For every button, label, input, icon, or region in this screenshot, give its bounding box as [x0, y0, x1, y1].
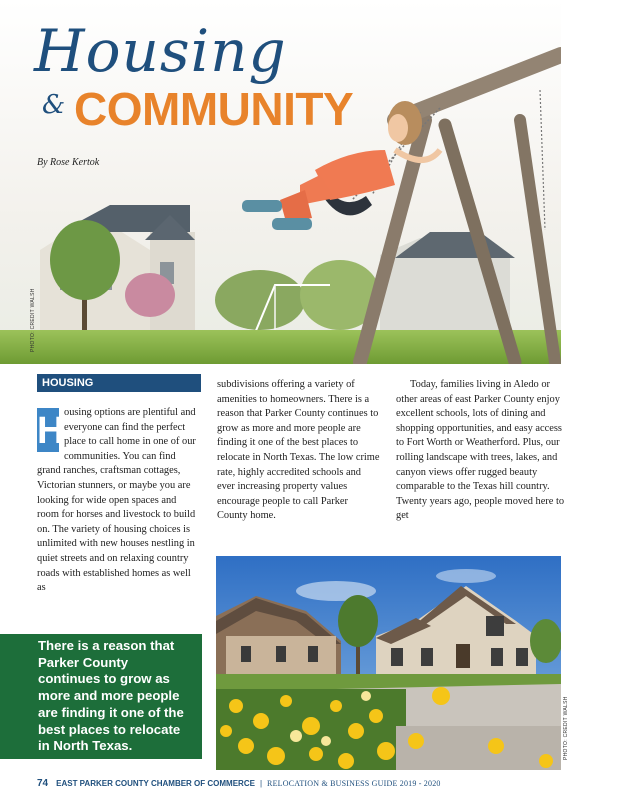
- house-photo: [216, 556, 561, 770]
- title-housing: Housing: [34, 17, 287, 85]
- footer-org: EAST PARKER COUNTY CHAMBER OF COMMERCE: [56, 779, 255, 788]
- title-ampersand: &: [42, 90, 66, 120]
- pull-quote: There is a reason that Parker County continues to grow as more and more people are finding it one of the best places to relocate in North Texas.: [0, 634, 202, 759]
- body-paragraph-1: ousing options are plentiful and everyone can find the perfect place to call home in one of our communities. You can find grand ranches, craftsman cottages, Victorian stunners, or maybe you are looking for wide open spaces and room for horses and livestock to build on. The variety of housing choices is unlimited with new houses nestling in quiet streets and on relaxing country roads with established homes as well as: [37, 407, 196, 594]
- body-column-1: [37, 406, 200, 596]
- section-heading-housing: HOUSING: [37, 374, 201, 392]
- page-footer: [37, 778, 441, 789]
- body-column-3: [396, 378, 566, 524]
- footer-guide-title: RELOCATION & BUSINESS GUIDE 2019 - 2020: [267, 779, 441, 788]
- photo-credit-bottom: PHOTO: CREDIT WALSH: [563, 696, 569, 760]
- footer-separator: |: [259, 779, 263, 788]
- house-photo-illustration: [216, 556, 561, 770]
- title-community: COMMUNITY: [74, 83, 354, 135]
- photo-credit-top: PHOTO: CREDIT WALSH: [30, 288, 36, 352]
- byline: By Rose Kertok: [37, 157, 100, 168]
- body-paragraph-3: Today, families living in Aledo or other areas of east Parker County enjoy excellent schools, lots of dining and shopping opportunities, and easy access to Fort Worth or Weatherford. Plus, our rolling landscape with trees, lakes, and canyon views offer rugged beauty comparable to the Texas hill country. Twenty years ago, people moved here to get: [396, 379, 565, 522]
- drop-cap: H: [37, 410, 65, 452]
- page-number: 74: [37, 778, 49, 789]
- body-paragraph-2: subdivisions offering a variety of amenities to homeowners. There is a reason that Parker County continues to grow as more and more people are finding it one of the best places to relocate in North Texas. The low crime rate, highly accredited schools and ever increasing property values encourage people to call Parker County home.: [217, 379, 380, 522]
- body-column-2: [217, 378, 380, 524]
